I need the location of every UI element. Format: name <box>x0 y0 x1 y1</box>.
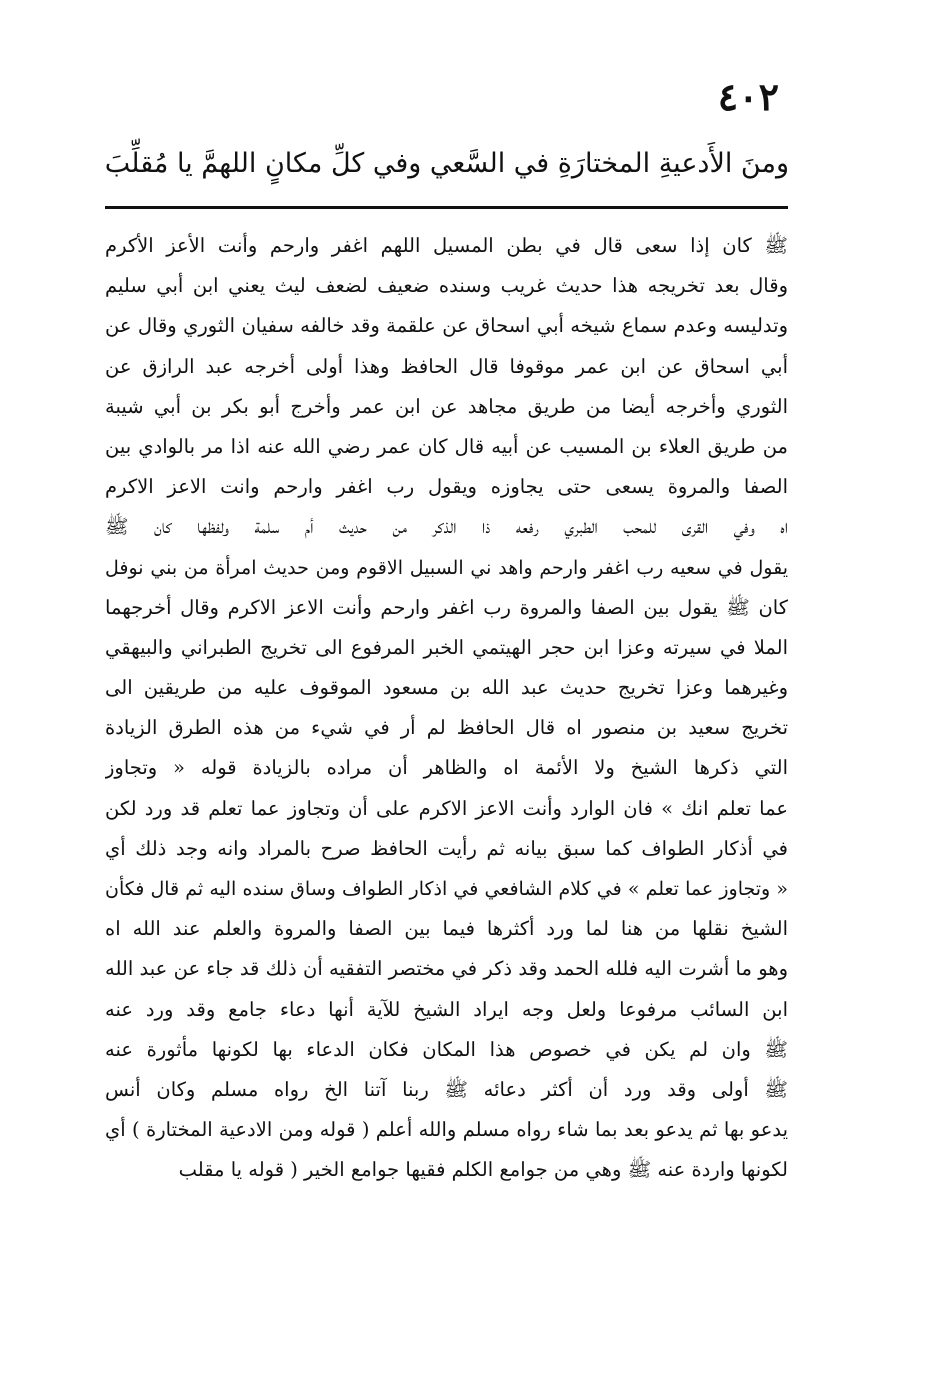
text-line: الملا في سيرته وعزا ابن حجر الهيتمي الخبر المرفوع الى تخريج الطبراني والبيهقي <box>105 635 788 659</box>
text-line: عما تعلم انك » فان الوارد وأنت الاعز الاكرم على أن وتجاوز عما تعلم قد ورد لكن <box>105 796 788 820</box>
text-line: ﷺ أولى وقد ورد أن أكثر دعائه ﷺ ربنا آتنا الخ رواه مسلم وكان أنس <box>105 1077 788 1101</box>
text-line: لكونها واردة عنه ﷺ وهي من جوامع الكلم فقيها جوامع الخير ( قوله يا مقلب <box>178 1158 788 1182</box>
text-line: اه وفي القرى للمحب الطبري رفعه ذا الذكر من حديث أم سلمة ولفظها كان ﷺ <box>105 515 788 539</box>
text-line: تخريج سعيد بن منصور اه قال الحافظ لم أر في شيء من هذه الطرق الزيادة <box>105 716 788 740</box>
text-line: في أذكار الطواف كما سبق بيانه ثم رأيت الحافظ صرح بالمراد وانه وجد ذلك أي <box>105 836 788 860</box>
text-line: يدعو بها ثم يدعو بعد بما شاء رواه مسلم والله أعلم ( قوله ومن الادعية المختارة ) أي <box>105 1118 788 1142</box>
text-line: الصفا والمروة يسعى حتى يجاوزه ويقول رب اغفر وارحم وانت الاعز الاكرم <box>105 475 788 499</box>
text-line: من طريق العلاء بن المسيب عن أبيه قال كان عمر رضي الله عنه اذا مر بالوادي بين <box>105 434 788 458</box>
text-line: وهو ما أشرت اليه فلله الحمد وقد ذكر في مختصر التفقيه أن ذلك قد جاء عن عبد الله <box>105 957 788 981</box>
text-line: ﷺ كان إذا سعى قال في بطن المسيل اللهم اغفر وارحم وأنت الأعز الأكرم <box>105 234 788 257</box>
commentary-text <box>105 226 788 1191</box>
text-line: ابن السائب مرفوعا ولعل وجه ايراد الشيخ للآية أنها دعاء جامع وقد ورد عنه <box>105 997 788 1021</box>
text-line: « وتجاوز عما تعلم » في كلام الشافعي في اذكار الطواف وساق سنده اليه ثم قال فكأن <box>105 878 788 900</box>
text-line: يقول في سعيه رب اغفر وارحم واهد ني السبيل الاقوم ومن حديث امرأة من بني نوفل <box>105 556 788 579</box>
text-line: أبي اسحاق عن ابن عمر موقوفا قال الحافظ وهذا أولى أخرجه عبد الرازق عن <box>105 354 788 378</box>
separator-rule <box>105 206 788 209</box>
text-line: وقال بعد تخريجه هذا حديث غريب وسنده ضعيف لضعف ليث يعني ابن أبي سليم <box>105 274 788 298</box>
text-line: التي ذكرها الشيخ ولا الأئمة اه والظاهر أن مراده بالزيادة قوله « وتجاوز <box>105 756 788 780</box>
text-line: الثوري وأخرجه أيضا من طريق مجاهد عن ابن عمر وأخرج أبو بكر بن أبي شيبة <box>105 394 788 418</box>
text-line: الشيخ نقلها من هنا لما ورد أكثرها فيما بين الصفا والمروة والعلم عند الله اه <box>105 917 788 941</box>
page-number: ٤٠٢ <box>717 74 779 119</box>
text-line: ﷺ وان لم يكن في خصوص هذا المكان فكان الدعاء بها لكونها مأثورة عنه <box>105 1037 788 1061</box>
text-line: وتدليسه وعدم سماع شيخه أبي اسحاق عن علقمة وقد خالفه سفيان الثوري وقال عن <box>105 314 788 338</box>
text-line: وغيرهما وعزا تخريج حديث عبد الله بن مسعود الموقوف عليه من طريقين الى <box>105 676 788 700</box>
matn-heading: ومنَ الأَدعيةِ المختارَةِ في السَّعي وفي كلِّ مكانٍ اللهمَّ يا مُقلِّبَ <box>104 148 789 179</box>
text-line: كان ﷺ يقول بين الصفا والمروة رب اغفر وارحم وأنت الاعز الاكرم وقال أخرجهما <box>105 595 788 619</box>
